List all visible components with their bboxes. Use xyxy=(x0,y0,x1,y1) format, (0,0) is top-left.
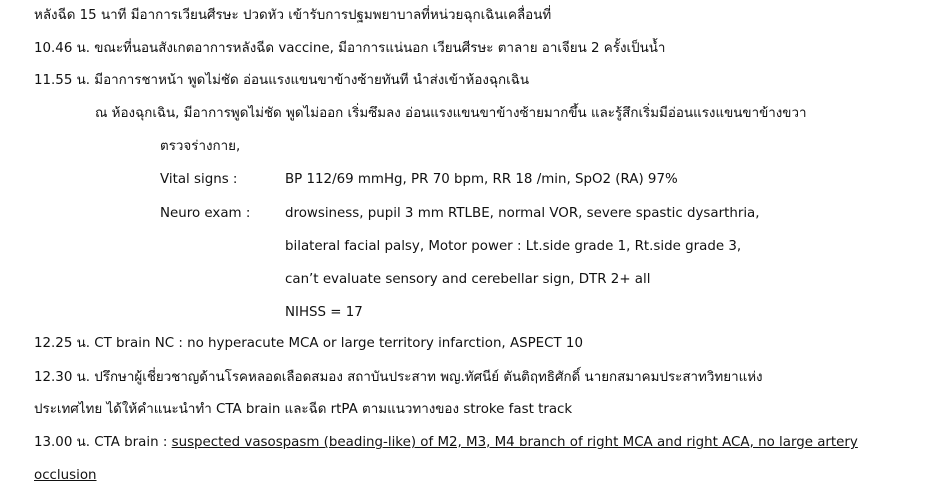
neuro-exam-continuation-2: can’t evaluate sensory and cerebellar sign, DTR 2+ all xyxy=(285,272,651,287)
timeline-line-1230: 12.30 น. ปรึกษาผู้เชี่ยวชาญด้านโรคหลอดเลือดสมอง สถาบันประสาท พญ.ทัศนีย์ ตันติฤทธิศักดิ์ นายกสมาคมประสาทวิทยาแห่ง xyxy=(34,370,763,385)
vital-signs-label: Vital signs : xyxy=(160,172,238,187)
er-symptoms-line: ณ ห้องฉุกเฉิน, มีอาการพูดไม่ชัด พูดไม่ออก เริ่มซึมลง อ่อนแรงแขนขาข้างซ้ายมากขึ้น และรู้สึกเริ่มมีอ่อนแรงแขนขาข้างขวา xyxy=(95,106,807,121)
timeline-line-1300 xyxy=(34,433,858,453)
neuro-exam-continuation-1: bilateral facial palsy, Motor power : Lt.side grade 1, Rt.side grade 3, xyxy=(285,239,742,254)
cta-prefix: 13.00 น. CTA brain : xyxy=(34,435,172,450)
vital-signs-value: BP 112/69 mmHg, PR 70 bpm, RR 18 /min, SpO2 (RA) 97% xyxy=(285,172,678,187)
cta-finding-continuation: occlusion xyxy=(34,468,97,483)
cta-finding-underlined: suspected vasospasm (beading-like) of M2, M3, M4 branch of right MCA and right ACA, no large artery xyxy=(171,435,858,450)
timeline-line-1230-continuation: ประเทศไทย ได้ให้คำแนะนำทำ CTA brain และฉีด rtPA ตามแนวทางของ stroke fast track xyxy=(34,402,573,417)
physical-exam-heading: ตรวจร่างกาย, xyxy=(160,139,241,154)
timeline-line-1225: 12.25 น. CT brain NC : no hyperacute MCA or large territory infarction, ASPECT 10 xyxy=(34,336,583,351)
timeline-line-1155: 11.55 น. มีอาการชาหน้า พูดไม่ชัด อ่อนแรงแขนขาข้างซ้ายทันที นำส่งเข้าห้องฉุกเฉิน xyxy=(34,73,530,88)
timeline-line-1046: 10.46 น. ขณะที่นอนสังเกตอาการหลังฉีด vaccine, มีอาการแน่นอก เวียนศีรษะ ตาลาย อาเจียน 2 ครั้งเป็นน้ำ xyxy=(34,41,666,56)
timeline-line-post-injection: หลังฉีด 15 นาที มีอาการเวียนศีรษะ ปวดหัว เข้ารับการปฐมพยาบาลที่หน่วยฉุกเฉินเคลื่อนที่ xyxy=(34,8,552,23)
nihss-score: NIHSS = 17 xyxy=(285,305,363,320)
neuro-exam-label: Neuro exam : xyxy=(160,206,251,221)
neuro-exam-value: drowsiness, pupil 3 mm RTLBE, normal VOR, severe spastic dysarthria, xyxy=(285,206,760,221)
